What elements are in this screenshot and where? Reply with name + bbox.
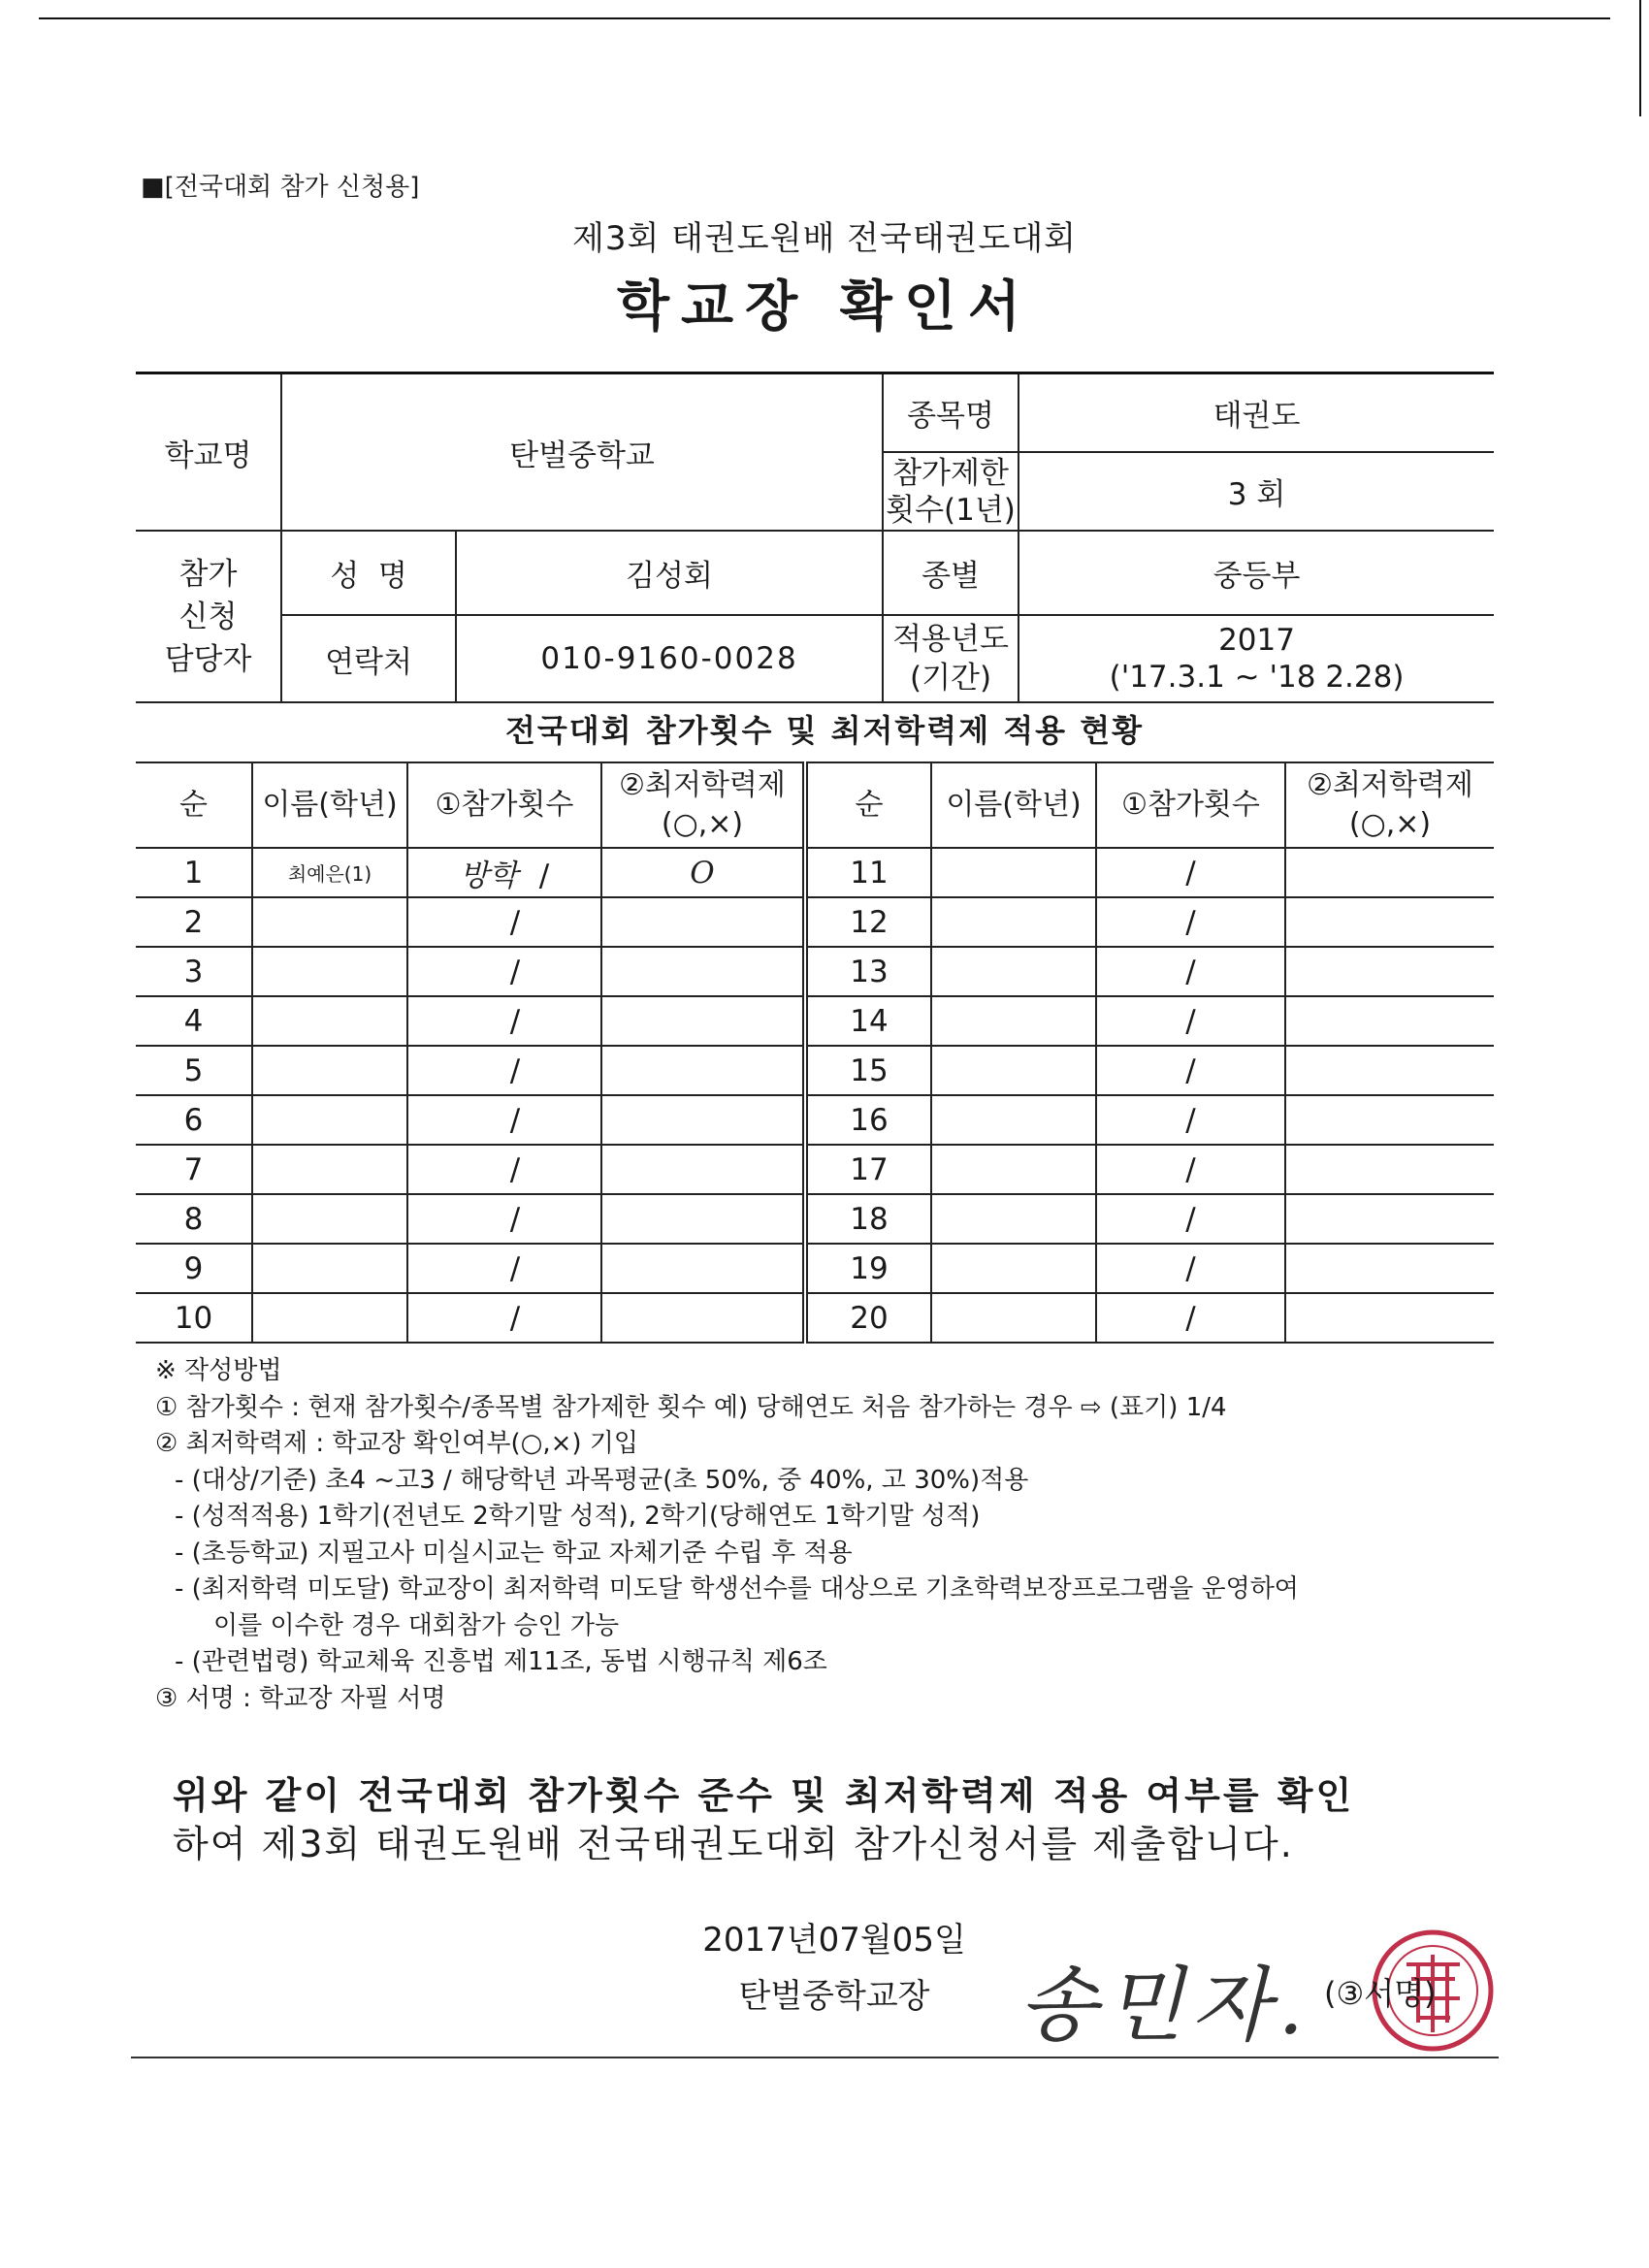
row-name: 최예은(1)	[252, 848, 407, 897]
count-separator: /	[509, 1102, 521, 1138]
table-row	[136, 1046, 1494, 1095]
row-count	[407, 1145, 601, 1194]
note-2-elementary: - (초등학교) 지필고사 미실시교는 학교 자체기준 수립 후 적용	[175, 1538, 853, 1568]
count-separator: /	[509, 1003, 521, 1039]
table-row	[136, 848, 1494, 897]
row-count	[407, 947, 601, 996]
applicant-label-line-2: 신청	[178, 599, 238, 634]
count-separator: /	[509, 1250, 521, 1286]
row-no-2: 12	[805, 897, 931, 947]
row-count-2: /	[1096, 1145, 1285, 1194]
year-label	[883, 615, 1018, 702]
table-row	[136, 897, 1494, 947]
col-min-grade-line-2: (○,×)	[661, 807, 744, 841]
row-name-2	[931, 1145, 1096, 1194]
row-count	[407, 1244, 601, 1293]
row-count-2: /	[1096, 996, 1285, 1046]
row-no-2: 15	[805, 1046, 931, 1095]
row-count-2: /	[1096, 1194, 1285, 1244]
row-no: 7	[136, 1145, 252, 1194]
contact-label: 연락처	[281, 615, 456, 702]
limit-label-line-1: 참가제한	[892, 455, 1009, 491]
row-min-grade-2	[1285, 1095, 1494, 1145]
table-row	[136, 1194, 1494, 1244]
row-name-2	[931, 1046, 1096, 1095]
row-no-2: 19	[805, 1244, 931, 1293]
document-title: 학교장 확인서	[616, 275, 1033, 339]
note-1: ① 참가횟수 : 현재 참가횟수/종목별 참가제한 횟수 예) 당해연도 처음 참가하는 경우 ⇨ (표기) 1/4	[155, 1392, 1227, 1422]
row-count-2: /	[1096, 1244, 1285, 1293]
year-number: 2017	[1218, 623, 1295, 658]
info-table	[136, 372, 1494, 703]
note-2-below-minimum: - (최저학력 미도달) 학교장이 최저학력 미도달 학생선수를 대상으로 기초학력보장프로그램을 운영하여	[175, 1574, 1299, 1604]
note-2-grades: - (성적적용) 1학기(전년도 2학기말 성적), 2학기(당해연도 1학기말 성적)	[175, 1502, 981, 1531]
participation-table	[136, 761, 1494, 1344]
event-value: 태권도	[1018, 373, 1494, 453]
note-2-target: - (대상/기준) 초4 ~고3 / 해당학년 과목평균(초 50%, 중 40%, 고 30%)적용	[175, 1465, 1029, 1495]
row-min-grade	[601, 1293, 805, 1343]
section-title: 전국대회 참가횟수 및 최저학력제 적용 현황	[504, 712, 1145, 749]
row-count	[407, 1095, 601, 1145]
applicant-label-line-1: 참가	[178, 556, 238, 592]
handwritten-signature: 송민자.	[1018, 1958, 1312, 2053]
row-min-grade-2	[1285, 1194, 1494, 1244]
row-count-2: /	[1096, 1293, 1285, 1343]
row-name-2	[931, 947, 1096, 996]
row-name	[252, 1293, 407, 1343]
row-no: 9	[136, 1244, 252, 1293]
row-count	[407, 848, 601, 897]
row-min-grade	[601, 1145, 805, 1194]
participation-rows	[136, 848, 1494, 1343]
signature-label: (③서명)	[1324, 1975, 1437, 2012]
row-name	[252, 947, 407, 996]
period-range: ('17.3.1 ~ '18 2.28)	[1109, 660, 1405, 695]
row-no-2: 17	[805, 1145, 931, 1194]
count-separator: /	[509, 904, 521, 940]
row-no-2: 16	[805, 1095, 931, 1145]
row-no: 4	[136, 996, 252, 1046]
limit-label	[883, 452, 1018, 531]
document-subtitle: 제3회 태권도원배 전국태권도대회	[571, 219, 1078, 258]
count-separator: /	[509, 1201, 521, 1237]
row-count	[407, 1194, 601, 1244]
col-min-grade-line-1: ②최저학력제	[619, 768, 786, 802]
col-name: 이름(학년)	[252, 762, 407, 848]
row-count-2: /	[1096, 848, 1285, 897]
applicant-label-line-3: 담당자	[164, 641, 252, 677]
event-label: 종목명	[883, 373, 1018, 453]
col-min-grade-2-line-2: (○,×)	[1348, 807, 1432, 841]
row-count-2: /	[1096, 947, 1285, 996]
row-min-grade-2	[1285, 947, 1494, 996]
row-count	[407, 897, 601, 947]
table-row	[136, 1293, 1494, 1343]
row-name-2	[931, 1194, 1096, 1244]
row-min-grade-2	[1285, 1293, 1494, 1343]
statement-line-2: 하여 제3회 태권도원배 전국태권도대회 참가신청서를 제출합니다.	[173, 1823, 1294, 1865]
bottom-rule	[131, 2057, 1499, 2058]
count-separator: /	[509, 954, 521, 989]
row-min-grade	[601, 1194, 805, 1244]
row-min-grade	[601, 897, 805, 947]
row-min-grade: O	[601, 848, 805, 897]
year-label-line-2: (기간)	[909, 661, 992, 696]
row-count-2: /	[1096, 897, 1285, 947]
row-no-2: 18	[805, 1194, 931, 1244]
row-name-2	[931, 1293, 1096, 1343]
row-name	[252, 996, 407, 1046]
row-name	[252, 1095, 407, 1145]
row-count	[407, 996, 601, 1046]
row-count-2: /	[1096, 1046, 1285, 1095]
row-name-2	[931, 996, 1096, 1046]
limit-label-line-2: 횟수(1년)	[886, 492, 1016, 528]
row-no: 5	[136, 1046, 252, 1095]
row-no: 3	[136, 947, 252, 996]
row-min-grade-2	[1285, 897, 1494, 947]
table-row	[136, 1244, 1494, 1293]
col-min-grade-2	[1285, 762, 1494, 848]
row-min-grade-2	[1285, 1046, 1494, 1095]
col-min-grade-2-line-1: ②최저학력제	[1307, 768, 1473, 802]
row-min-grade-2	[1285, 996, 1494, 1046]
row-no: 2	[136, 897, 252, 947]
division-label: 종별	[883, 531, 1018, 615]
confirmation-statement	[173, 1771, 1502, 1868]
col-min-grade	[601, 762, 805, 848]
row-min-grade	[601, 1046, 805, 1095]
notes-heading: ※ 작성방법	[155, 1356, 282, 1385]
row-no-2: 13	[805, 947, 931, 996]
school-label: 학교명	[136, 373, 281, 532]
note-2-below-minimum-cont: 이를 이수한 경우 대회참가 승인 가능	[213, 1610, 620, 1640]
table-row	[136, 947, 1494, 996]
row-min-grade-2	[1285, 1145, 1494, 1194]
note-2: ② 최저학력제 : 학교장 확인여부(○,×) 기입	[155, 1429, 639, 1458]
division-value: 중등부	[1018, 531, 1494, 615]
principal-title: 탄벌중학교장	[738, 1977, 930, 2016]
submission-date: 2017년07월05일	[702, 1921, 966, 1960]
row-no: 6	[136, 1095, 252, 1145]
limit-value: 3 회	[1018, 452, 1494, 531]
row-min-grade-2	[1285, 1244, 1494, 1293]
col-count-2: ①참가횟수	[1096, 762, 1285, 848]
row-name-2	[931, 897, 1096, 947]
count-separator: /	[509, 1300, 521, 1336]
row-no-2: 20	[805, 1293, 931, 1343]
row-name	[252, 1046, 407, 1095]
row-no: 8	[136, 1194, 252, 1244]
scan-edge-right	[1639, 0, 1641, 116]
table-row	[136, 996, 1494, 1046]
row-count	[407, 1046, 601, 1095]
row-no: 10	[136, 1293, 252, 1343]
handwritten-count-note: 방학	[459, 859, 518, 893]
row-min-grade	[601, 947, 805, 996]
header-tag: ■[전국대회 참가 신청용]	[141, 173, 420, 202]
row-name	[252, 897, 407, 947]
row-min-grade-2	[1285, 848, 1494, 897]
scan-edge-top	[39, 17, 1610, 19]
row-count	[407, 1293, 601, 1343]
year-label-line-1: 적용년도	[892, 622, 1009, 657]
row-count-2: /	[1096, 1095, 1285, 1145]
statement-line-1: 위와 같이 전국대회 참가횟수 준수 및 최저학력제 적용 여부를 확인	[173, 1774, 1355, 1817]
count-separator: /	[509, 1053, 521, 1088]
col-name-2: 이름(학년)	[931, 762, 1096, 848]
name-value: 김성회	[456, 531, 883, 615]
col-count: ①참가횟수	[407, 762, 601, 848]
row-no: 1	[136, 848, 252, 897]
row-name	[252, 1194, 407, 1244]
row-min-grade	[601, 996, 805, 1046]
row-name	[252, 1244, 407, 1293]
row-name-2	[931, 848, 1096, 897]
row-min-grade	[601, 1244, 805, 1293]
contact-value: 010-9160-0028	[456, 615, 883, 702]
name-label: 성 명	[281, 531, 456, 615]
school-value: 탄벌중학교	[281, 373, 883, 532]
applicant-label	[136, 531, 281, 702]
note-3: ③ 서명 : 학교장 자필 서명	[155, 1683, 446, 1713]
row-no-2: 14	[805, 996, 931, 1046]
row-min-grade	[601, 1095, 805, 1145]
table-row	[136, 1095, 1494, 1145]
row-name-2	[931, 1244, 1096, 1293]
row-name	[252, 1145, 407, 1194]
table-row	[136, 1145, 1494, 1194]
note-2-law: - (관련법령) 학교체육 진흥법 제11조, 동법 시행규칙 제6조	[175, 1647, 827, 1676]
row-no-2: 11	[805, 848, 931, 897]
row-name-2	[931, 1095, 1096, 1145]
count-separator: /	[538, 859, 550, 893]
col-no-2: 순	[805, 762, 931, 848]
writing-instructions	[155, 1353, 1299, 1717]
col-no: 순	[136, 762, 252, 848]
year-value	[1018, 615, 1494, 702]
count-separator: /	[509, 1151, 521, 1187]
